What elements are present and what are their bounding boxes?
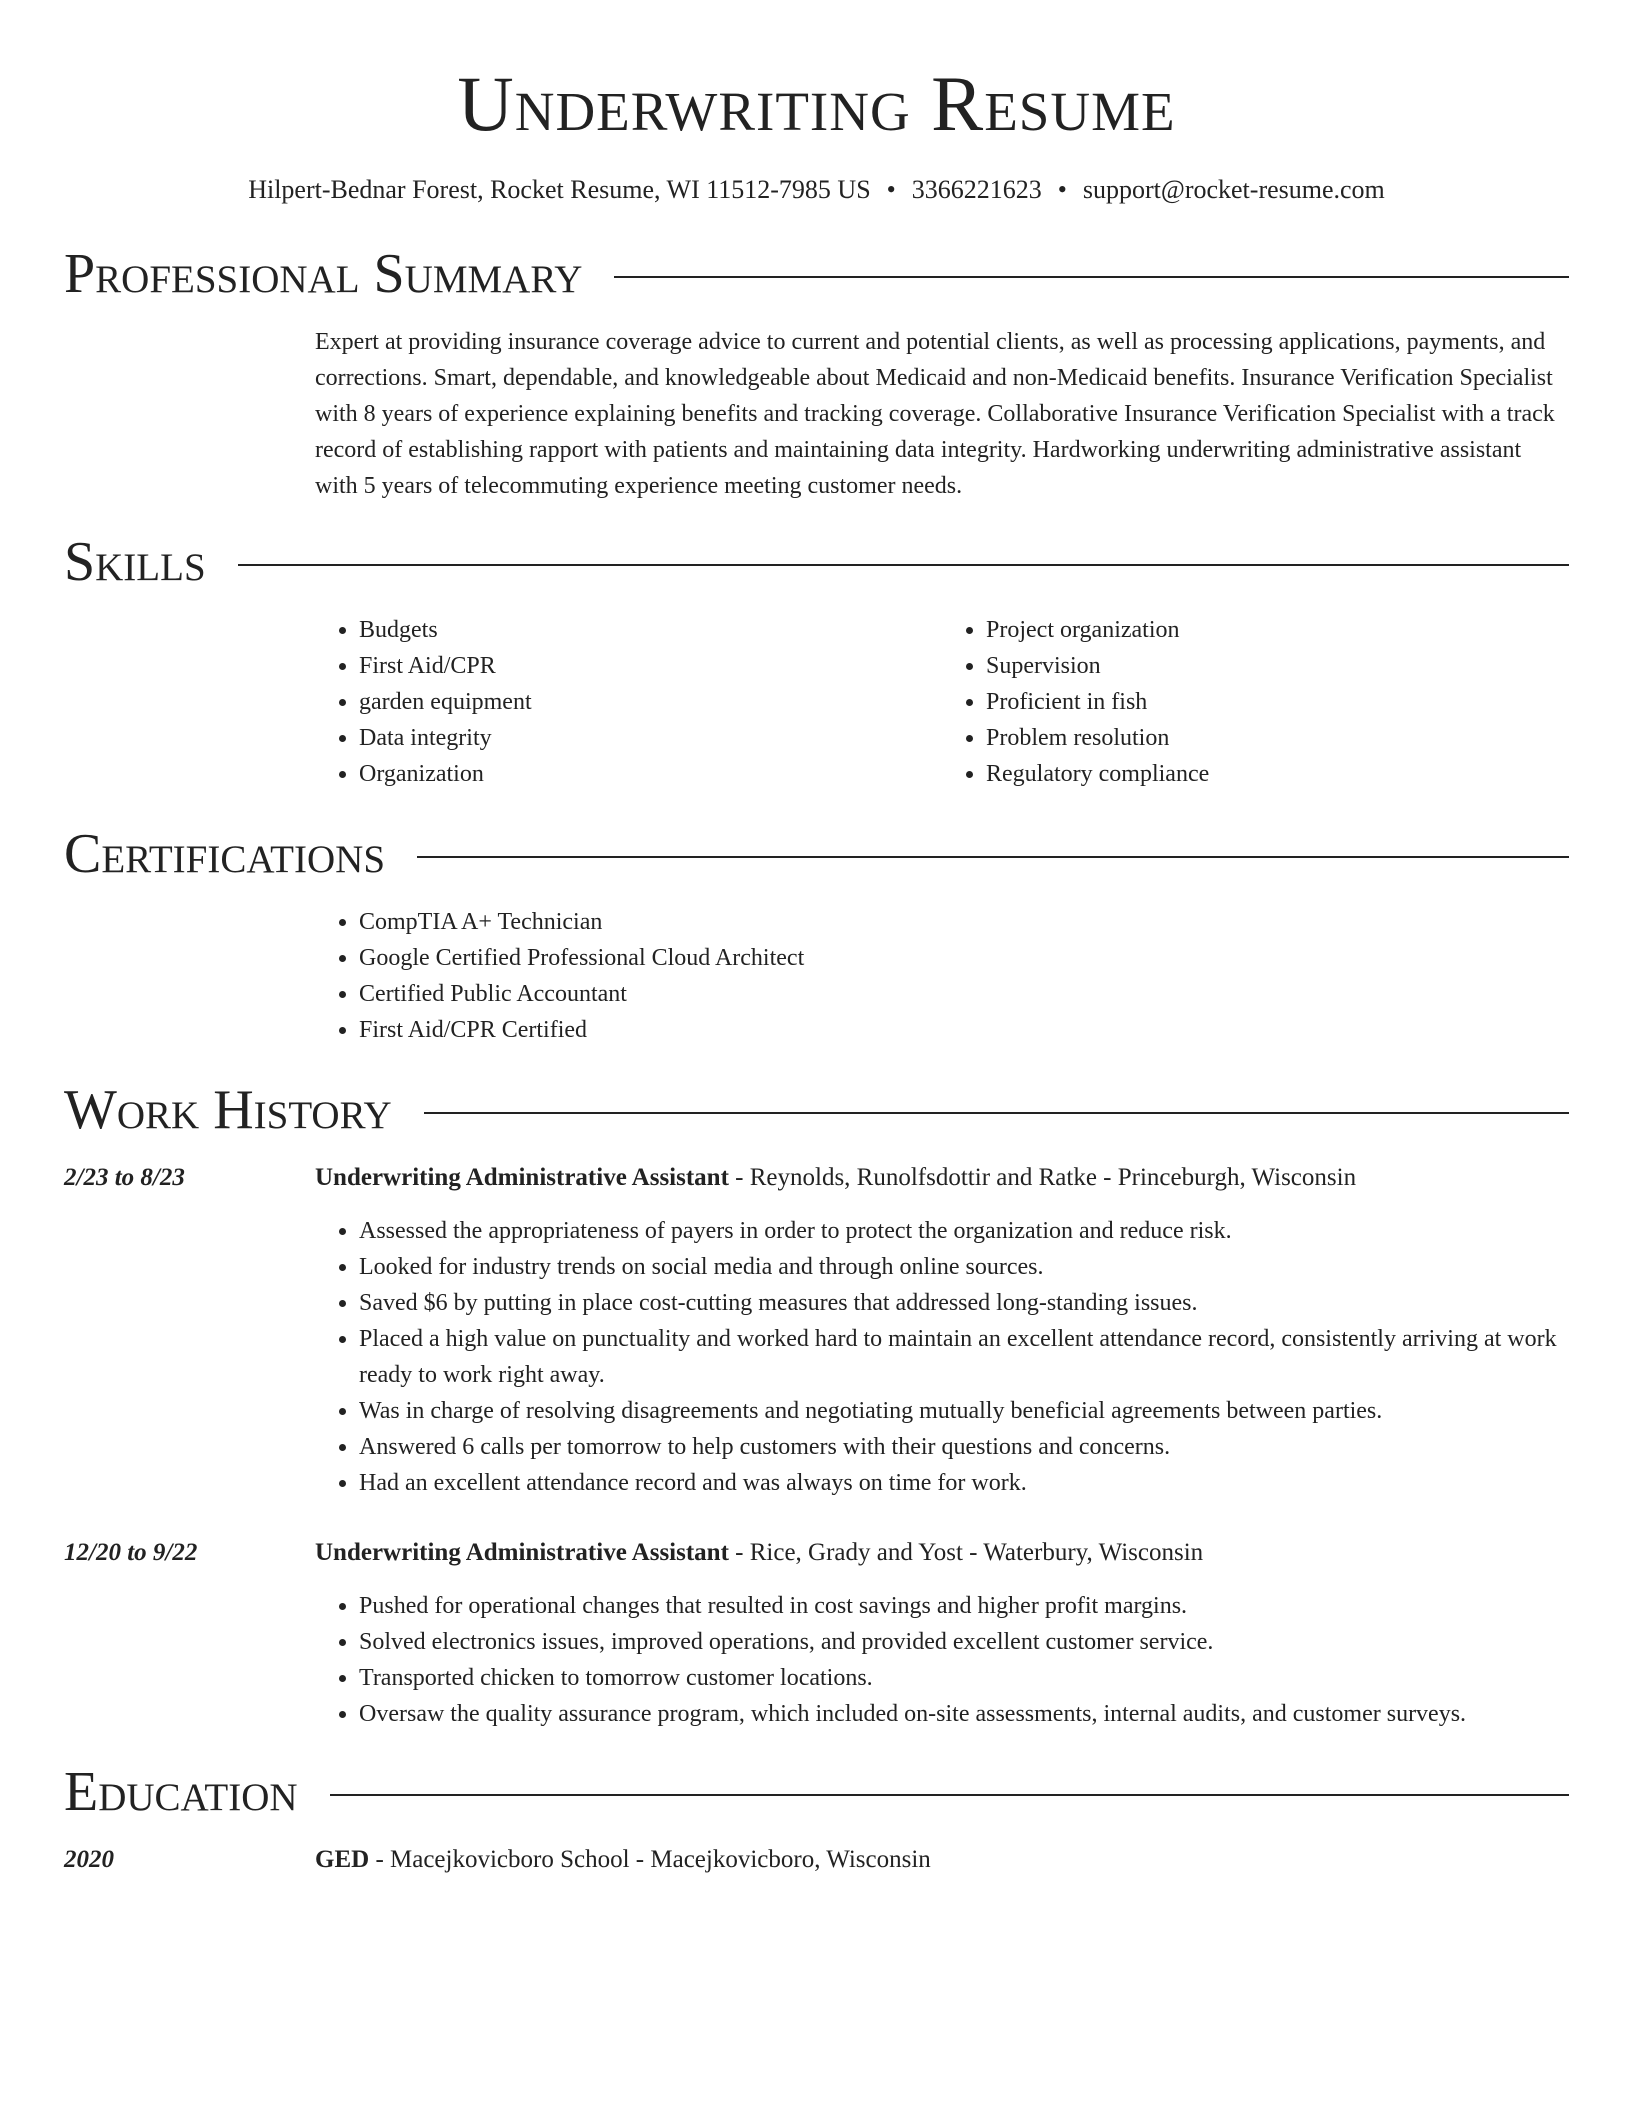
job-header <box>64 1160 1569 1196</box>
summary-section-header <box>64 242 1569 306</box>
job-bullet: • Solved electronics issues, improved operations, and provided excellent customer service. <box>359 1624 1569 1660</box>
education-section-header <box>64 1760 1569 1824</box>
job-bullets <box>315 1588 1569 1732</box>
skills-section-header <box>64 530 1569 594</box>
summary-text: Expert at providing insurance coverage advice to current and potential clients, as well as processing applications, payments, and corrections. Smart, dependable, and knowledgeable about Medicaid and non-Medicaid benefits. Insurance Verification Specialist with 8 years of experience explaining benefits and tracking coverage. Collaborative Insurance Verification Specialist with a track record of establishing rapport with patients and maintaining data integrity. Hardworking underwriting administrative assistant with 5 years of telecommuting experience meeting customer needs. <box>315 329 1555 499</box>
skill-item: • Supervision <box>986 648 1569 684</box>
separator: • <box>1057 175 1067 204</box>
contact-line <box>64 172 1569 208</box>
certification-item: • CompTIA A+ Technician <box>359 904 1569 940</box>
skills-heading: Skills <box>64 531 206 593</box>
section-divider <box>614 276 1569 278</box>
section-divider <box>424 1112 1569 1114</box>
certifications-list <box>315 904 1569 1048</box>
skill-item: • garden equipment <box>359 684 942 720</box>
education-heading: Education <box>64 1761 298 1823</box>
separator: • <box>886 175 896 204</box>
certifications-heading: Certifications <box>64 823 386 885</box>
phone: 3366221623 <box>911 175 1042 204</box>
skills-column-left <box>315 612 942 792</box>
job-bullet: • Had an excellent attendance record and was always on time for work. <box>359 1465 1569 1501</box>
job-bullet: • Transported chicken to tomorrow customer locations. <box>359 1660 1569 1696</box>
job-title: Underwriting Administrative Assistant <box>315 1539 729 1566</box>
job-title: Underwriting Administrative Assistant <box>315 1164 729 1191</box>
section-divider <box>417 856 1569 858</box>
section-divider <box>238 564 1569 566</box>
job-bullet: • Oversaw the quality assurance program, which included on-site assessments, internal audits, and customer surveys. <box>359 1696 1569 1732</box>
certifications-section-header <box>64 822 1569 886</box>
skill-item: • Organization <box>359 756 942 792</box>
job-bullet: • Saved $6 by putting in place cost-cutting measures that addressed long-standing issues. <box>359 1285 1569 1321</box>
education-school: - Macejkovicboro School - Macejkovicboro, Wisconsin <box>369 1846 931 1873</box>
job-bullet: • Was in charge of resolving disagreements and negotiating mutually beneficial agreements between parties. <box>359 1393 1569 1429</box>
certification-item: • First Aid/CPR Certified <box>359 1012 1569 1048</box>
job-bullet: • Placed a high value on punctuality and worked hard to maintain an excellent attendance record, consistently arriving at work ready to work right away. <box>359 1321 1569 1393</box>
education-year: 2020 <box>64 1846 114 1873</box>
skill-item: • Data integrity <box>359 720 942 756</box>
job-entry <box>64 1535 1569 1732</box>
skill-item: • Regulatory compliance <box>986 756 1569 792</box>
certification-item: • Certified Public Accountant <box>359 976 1569 1012</box>
email: support@rocket-resume.com <box>1082 175 1385 204</box>
job-dates: 2/23 to 8/23 <box>64 1164 185 1191</box>
job-bullets <box>315 1213 1569 1501</box>
skills-list <box>315 612 1569 792</box>
skill-item: • Budgets <box>359 612 942 648</box>
work-section-header <box>64 1078 1569 1142</box>
education-degree: GED <box>315 1846 370 1873</box>
job-employer: - Reynolds, Runolfsdottir and Ratke - Princeburgh, Wisconsin <box>728 1164 1357 1191</box>
skill-item: • Project organization <box>986 612 1569 648</box>
job-entry <box>64 1160 1569 1501</box>
summary-heading: Professional Summary <box>64 243 583 305</box>
job-bullet: • Looked for industry trends on social media and through online sources. <box>359 1249 1569 1285</box>
resume-title: Underwriting Resume <box>457 60 1176 147</box>
job-employer: - Rice, Grady and Yost - Waterbury, Wisconsin <box>728 1539 1204 1566</box>
skill-item: • First Aid/CPR <box>359 648 942 684</box>
job-bullet: • Answered 6 calls per tomorrow to help customers with their questions and concerns. <box>359 1429 1569 1465</box>
job-dates: 12/20 to 9/22 <box>64 1539 198 1566</box>
skill-item: • Problem resolution <box>986 720 1569 756</box>
skills-column-right <box>942 612 1569 792</box>
skill-item: • Proficient in fish <box>986 684 1569 720</box>
resume-page <box>64 0 1569 1878</box>
education-entry <box>64 1842 1569 1878</box>
job-bullet: • Pushed for operational changes that resulted in cost savings and higher profit margins. <box>359 1588 1569 1624</box>
certification-item: • Google Certified Professional Cloud Architect <box>359 940 1569 976</box>
address: Hilpert-Bednar Forest, Rocket Resume, WI 11512-7985 US <box>248 175 871 204</box>
job-header <box>64 1535 1569 1571</box>
job-bullet: • Assessed the appropriateness of payers in order to protect the organization and reduce risk. <box>359 1213 1569 1249</box>
section-divider <box>330 1794 1569 1796</box>
work-heading: Work History <box>64 1079 392 1141</box>
